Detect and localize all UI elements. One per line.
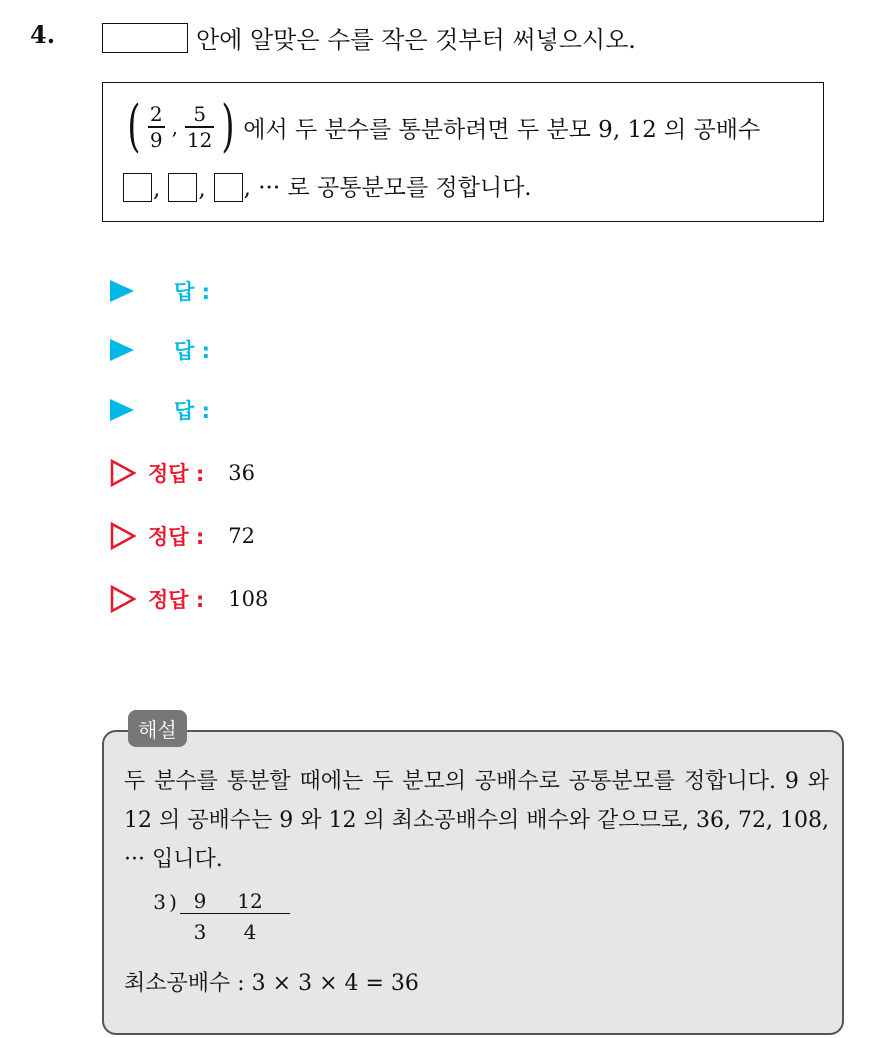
question-instruction: [102, 20, 636, 55]
correct-answer-1: [110, 458, 255, 488]
division-bracket: ): [169, 890, 177, 914]
answer-slot-2[interactable]: [110, 335, 210, 365]
outline-arrow-icon: [110, 585, 136, 613]
explanation-box: [102, 730, 844, 1035]
division-diagram: [138, 884, 290, 944]
play-arrow-icon: [110, 339, 134, 361]
correct-answer-label: 정답 :: [148, 588, 205, 612]
answer-label: 답 :: [174, 280, 210, 304]
prompt-line-1: [123, 94, 761, 159]
correct-answer-value: 72: [228, 524, 256, 548]
division-bottom-a: 3: [193, 920, 207, 944]
question-number: 4.: [30, 20, 56, 49]
prompt-line-1-text: 에서 두 분수를 통분하려면 두 분모 9, 12 의 공배수: [243, 116, 761, 143]
answer-label: 답 :: [174, 399, 210, 423]
fraction-2: [185, 102, 214, 151]
correct-answer-label: 정답 :: [148, 525, 205, 549]
correct-answer-2: [110, 521, 255, 551]
prompt-line-2-text: , ··· 로 공통분모를 정합니다.: [243, 175, 532, 201]
answer-slot-1[interactable]: [110, 276, 210, 306]
fraction-comma: ,: [171, 115, 178, 139]
correct-answer-value: 108: [228, 587, 269, 611]
explanation-text: 두 분수를 통분할 때에는 두 분모의 공배수로 공통분모를 정합니다. 9 와 12 의 공배수는 9 와 12 의 최소공배수의 배수와 같으므로, 36, 72, 108, ··· 입니다.: [124, 769, 829, 872]
prompt-box: [102, 82, 824, 222]
play-arrow-icon: [110, 280, 134, 302]
fraction-2-denominator: 12: [186, 127, 213, 152]
fraction-2-numerator: 5: [193, 102, 207, 127]
answer-slot-3[interactable]: [110, 395, 210, 425]
explanation-tag: 해설: [128, 710, 187, 747]
question-text: 안에 알맞은 수를 작은 것부터 써넣으시오.: [196, 26, 636, 54]
prompt-blank-3: [214, 173, 243, 202]
fraction-1-denominator: 9: [149, 127, 163, 152]
outline-arrow-icon: [110, 459, 136, 487]
prompt-blank-1: [123, 173, 152, 202]
division-divisor: 3: [153, 890, 166, 914]
division-top-a: 9: [193, 889, 207, 913]
prompt-blank-2: [168, 173, 197, 202]
comma: ,: [198, 176, 206, 202]
division-top-b: 12: [237, 889, 263, 913]
prompt-line-2: [123, 169, 532, 202]
correct-answer-3: [110, 584, 268, 614]
correct-answer-value: 36: [228, 461, 256, 485]
comma: ,: [153, 176, 161, 202]
fraction-1: [148, 102, 165, 151]
right-paren: ): [221, 94, 235, 159]
division-bottom-b: 4: [243, 920, 257, 944]
play-arrow-icon: [110, 399, 134, 421]
outline-arrow-icon: [110, 522, 136, 550]
lcm-line: 최소공배수 : 3 × 3 × 4 = 36: [124, 971, 419, 996]
fraction-1-numerator: 2: [149, 102, 163, 127]
correct-answer-label: 정답 :: [148, 462, 205, 486]
answer-blank-box: [102, 23, 188, 53]
left-paren: (: [127, 94, 141, 159]
answer-label: 답 :: [174, 339, 210, 363]
